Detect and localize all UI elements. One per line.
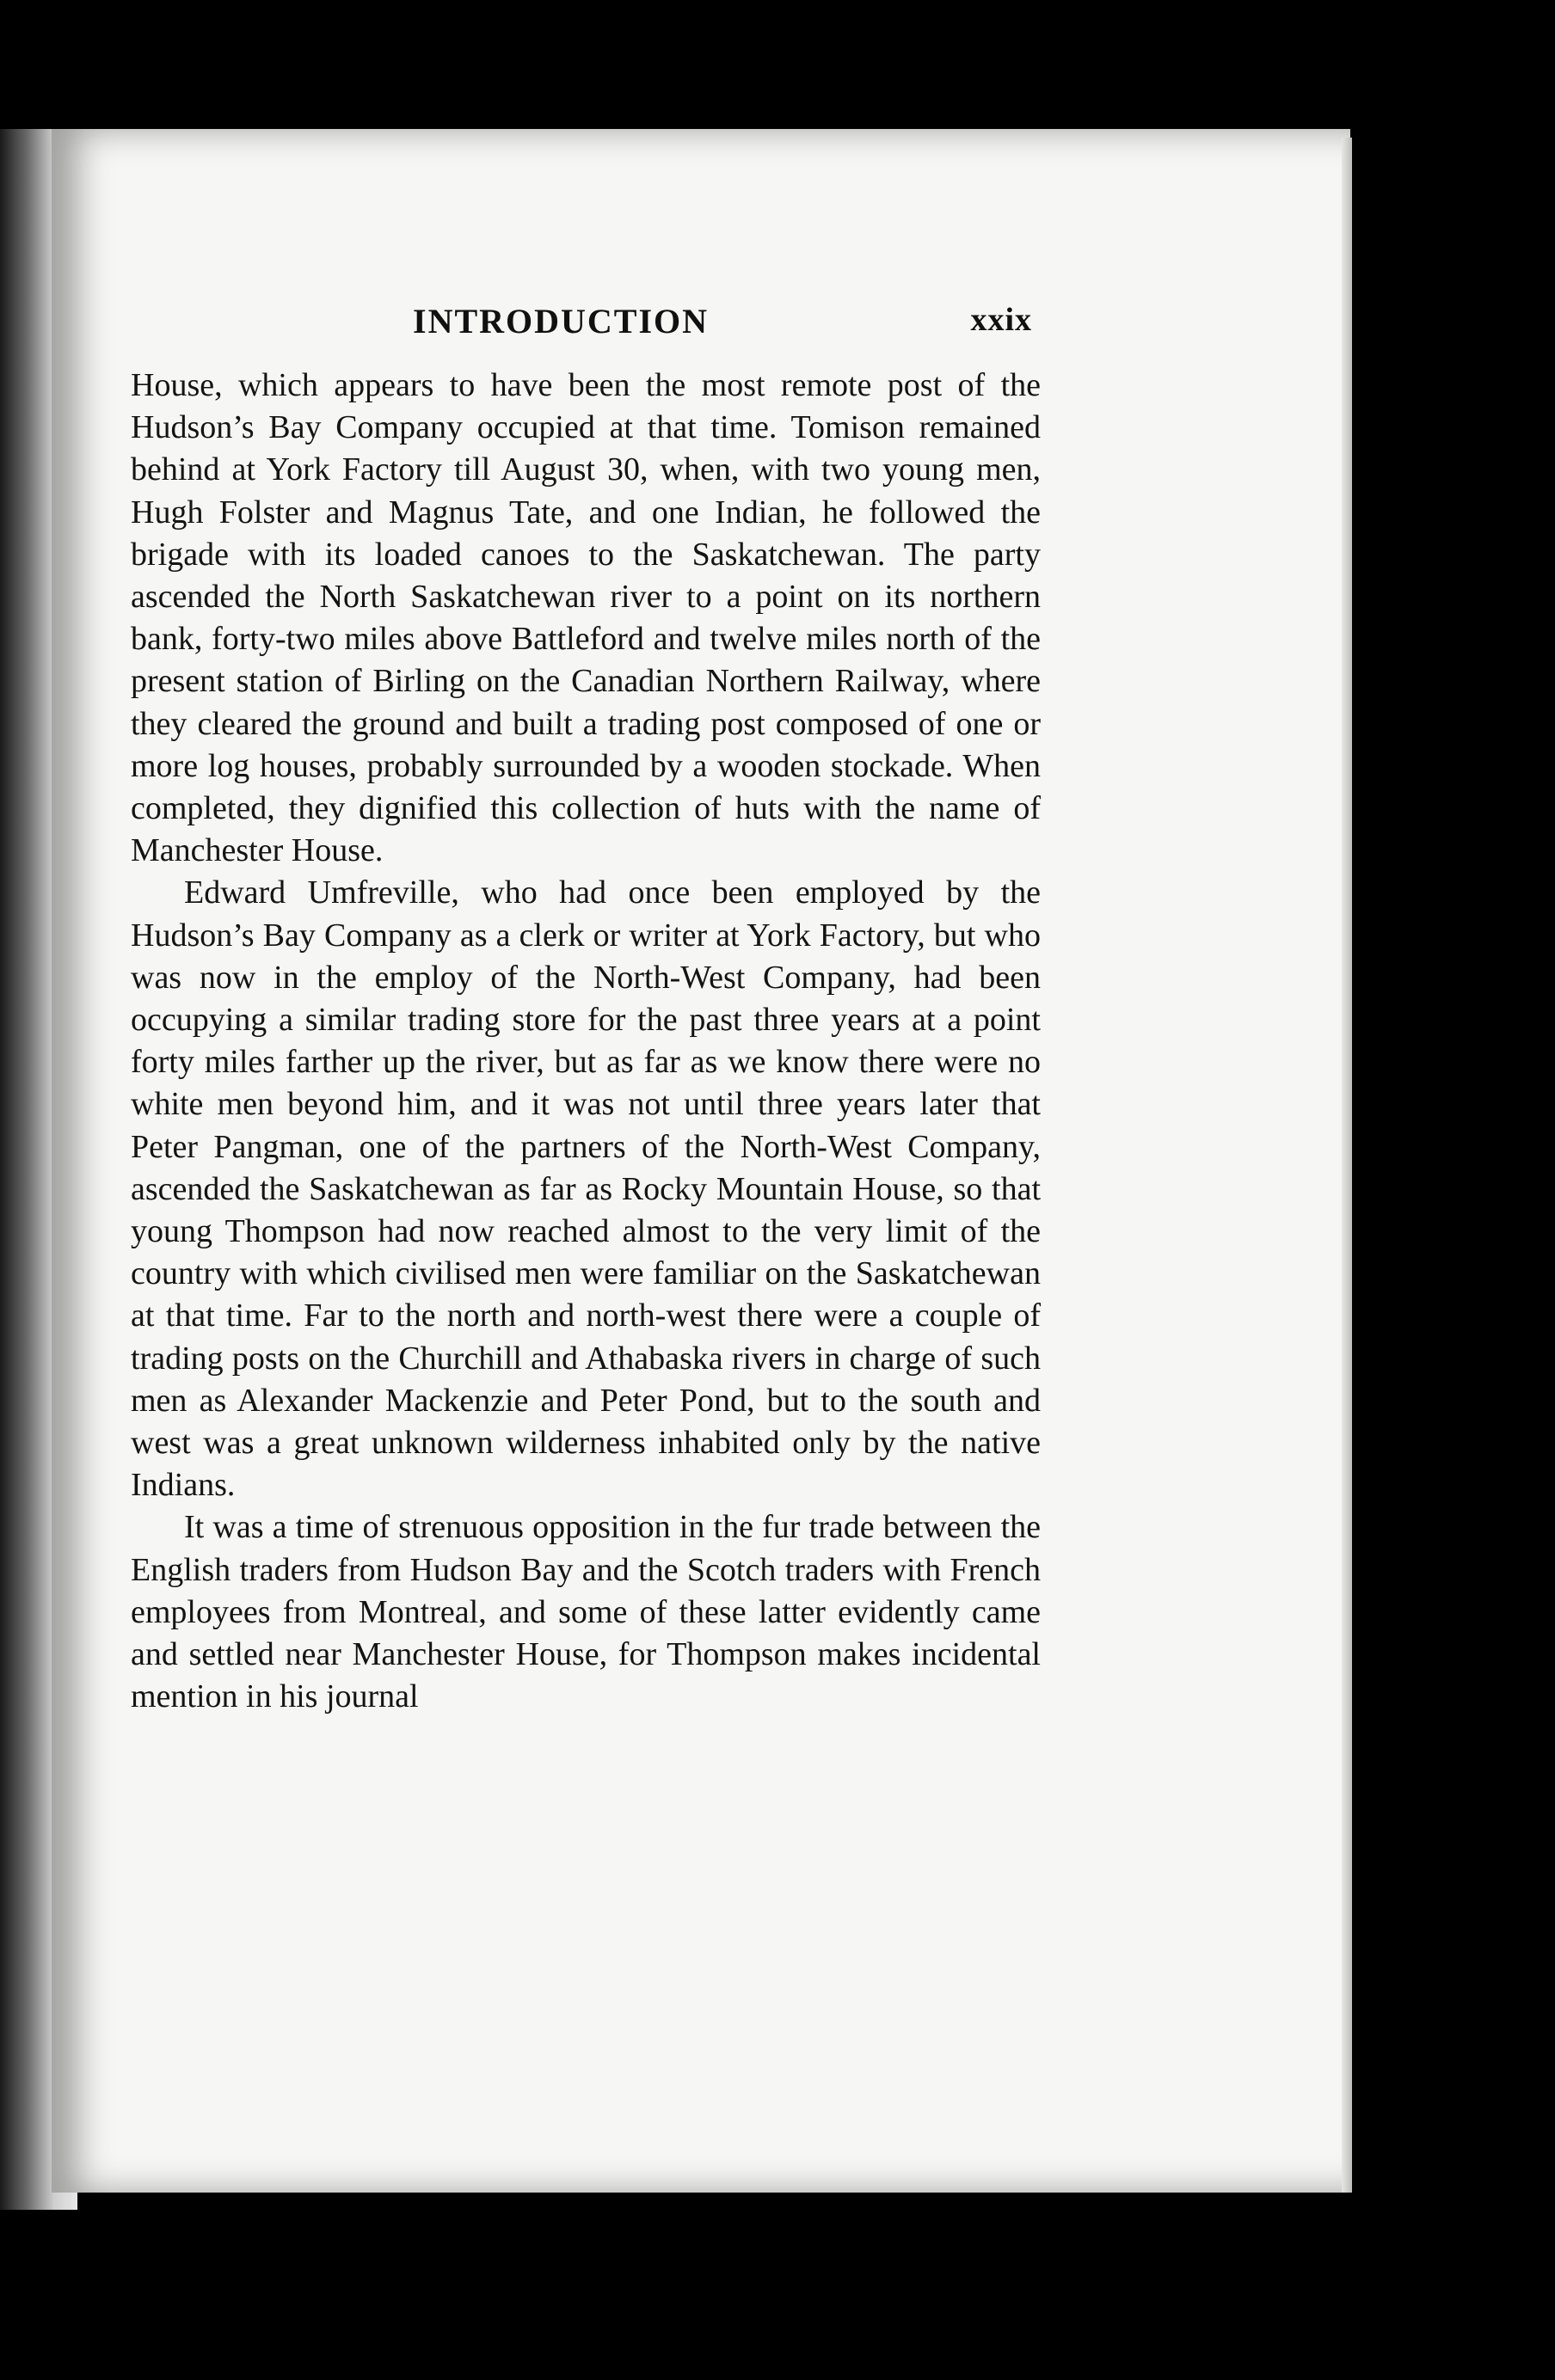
paragraph-umfreville: Edward Umfreville, who had once been employed by the Hudson’s Bay Company as a clerk or writer at York Factory, but who was now in the employ of the North-West Company, had been occupying a similar trading store for the past three years at a point forty miles farther up the river, but as far as we know there were no white men beyond him, and it was not until three years later that Peter Pangman, one of the partners of the North-West Company, ascended the Saskatchewan as far as Rocky Mountain House, so that young Thompson had now reached almost to the very limit of the country with which civilised men were familiar on the Saskatchewan at that time. Far to the north and north-west there were a couple of trading posts on the Churchill and Athabaska rivers in charge of such men as Alexander Mackenzie and Peter Pond, but to the south and west was a great unknown wilderness inhabited only by the native Indians. xyxy=(131,874,1041,1504)
page-right-edge xyxy=(1342,138,1352,2193)
page-number: xxix xyxy=(970,302,1032,338)
running-header xyxy=(129,301,1032,344)
body-text xyxy=(131,365,1041,1719)
paragraph-fur-trade: It was a time of strenuous opposition in the fur trade between the English traders from Hudson Bay and the Scotch traders with French employees from Montreal, and some of these latter evidently came and settled near Manchester House, for Thompson makes incidental mention in his journal xyxy=(131,1509,1041,1715)
paragraph-continued: House, which appears to have been the most remote post of the Hudson’s Bay Company occupied at that time. Tomison remained behind at York Factory till August 30, when, with two young men, Hugh Folster and Magnus Tate, and one Indian, he followed the brigade with its loaded canoes to the Saskatchewan. The party ascended the North Saskatchewan river to a point on its northern bank, forty-two miles above Battleford and twelve miles north of the present station of Birling on the Canadian Northern Railway, where they cleared the ground and built a trading post composed of one or more log houses, probably surrounded by a wooden stockade. When completed, they dignified this collection of huts with the name of Manchester House. xyxy=(131,367,1041,869)
running-title: INTRODUCTION xyxy=(413,302,710,340)
